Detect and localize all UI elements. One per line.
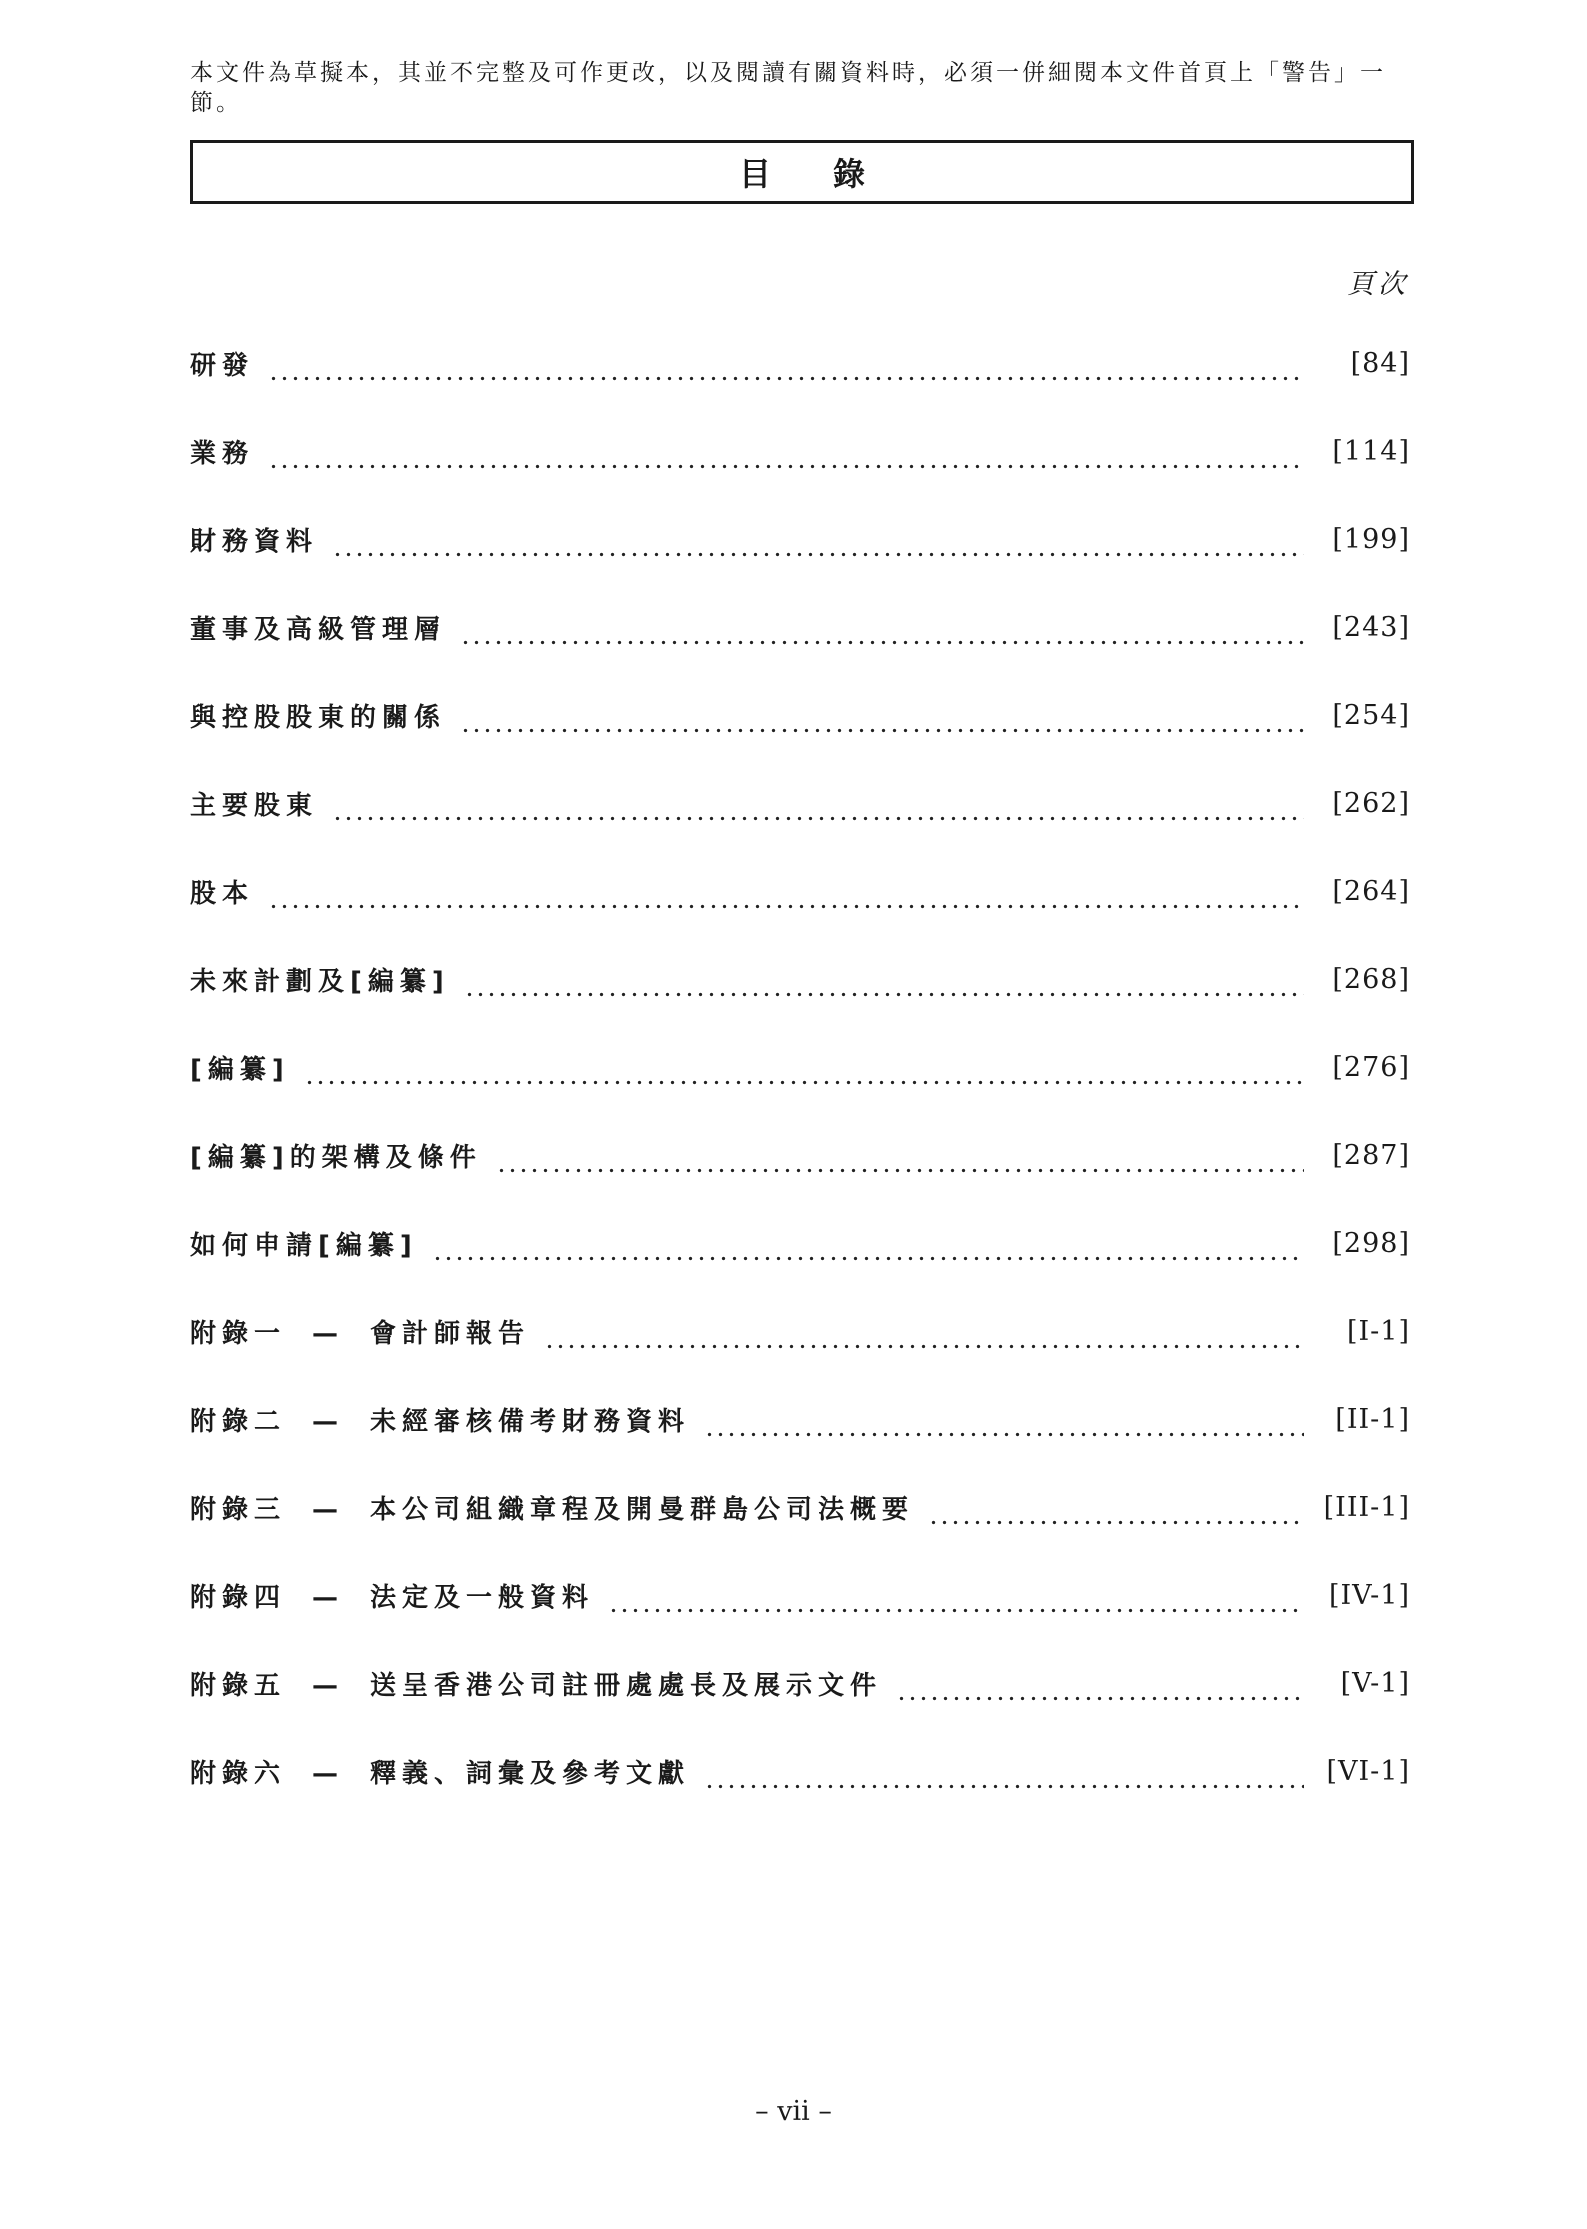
dot-leader bbox=[704, 1412, 1304, 1438]
appendix-dash: — bbox=[312, 1318, 344, 1349]
toc-entry-label: 研發 bbox=[190, 350, 255, 381]
toc-entry-page: [254] bbox=[1332, 699, 1410, 731]
appendix-title: 未經審核備考財務資料 bbox=[370, 1406, 691, 1437]
toc-appendix-5[interactable] bbox=[190, 1660, 1410, 1706]
dot-leader bbox=[268, 884, 1304, 910]
appendix-dash: — bbox=[312, 1758, 344, 1789]
dot-leader bbox=[608, 1588, 1304, 1614]
toc-appendix-label bbox=[190, 1401, 690, 1438]
page-column-heading: 頁次 bbox=[1347, 269, 1409, 300]
dot-leader bbox=[896, 1676, 1304, 1702]
toc-entry-financial-info[interactable] bbox=[190, 516, 1410, 562]
appendix-prefix: 附錄四 bbox=[190, 1582, 287, 1613]
appendix-title: 法定及一般資料 bbox=[370, 1582, 595, 1613]
dot-leader bbox=[432, 1236, 1304, 1262]
toc-entry-page: [V-1] bbox=[1340, 1667, 1410, 1699]
toc-appendix-label bbox=[190, 1753, 690, 1790]
toc-entry-page: [84] bbox=[1350, 347, 1410, 379]
dot-leader bbox=[332, 796, 1304, 822]
dot-leader bbox=[460, 708, 1304, 734]
appendix-prefix: 附錄三 bbox=[190, 1494, 287, 1525]
dot-leader bbox=[268, 444, 1304, 470]
toc-appendix-3[interactable] bbox=[190, 1484, 1410, 1530]
toc-entry-page: [287] bbox=[1332, 1139, 1410, 1171]
toc-entry-future-plans[interactable] bbox=[190, 956, 1410, 1002]
dot-leader bbox=[544, 1324, 1304, 1350]
toc-entry-label: 未來計劃及[編纂] bbox=[190, 966, 450, 997]
toc-appendix-label bbox=[190, 1489, 914, 1526]
appendix-dash: — bbox=[312, 1406, 344, 1437]
dot-leader bbox=[496, 1148, 1304, 1174]
dot-leader bbox=[460, 620, 1304, 646]
dot-leader bbox=[464, 972, 1304, 998]
toc-entry-label: [編纂] bbox=[190, 1054, 290, 1085]
toc-entry-page: [114] bbox=[1332, 435, 1410, 467]
toc-entry-page: [VI-1] bbox=[1326, 1755, 1410, 1787]
appendix-title: 會計師報告 bbox=[370, 1318, 531, 1349]
toc-entry-research[interactable] bbox=[190, 340, 1410, 386]
toc-entry-page: [262] bbox=[1332, 787, 1410, 819]
toc-entry-label: 業務 bbox=[190, 438, 255, 469]
toc-entry-label: 財務資料 bbox=[190, 526, 319, 557]
toc-entry-controlling-shareholders[interactable] bbox=[190, 692, 1410, 738]
toc-entry-substantial-shareholders[interactable] bbox=[190, 780, 1410, 826]
toc-entry-page: [298] bbox=[1332, 1227, 1410, 1259]
title-box bbox=[190, 140, 1414, 204]
toc-appendix-label bbox=[190, 1313, 530, 1350]
toc-entry-label: 如何申請[編纂] bbox=[190, 1230, 418, 1261]
toc-entry-page: [268] bbox=[1332, 963, 1410, 995]
toc-entry-directors[interactable] bbox=[190, 604, 1410, 650]
draft-warning-notice: 本文件為草擬本，其並不完整及可作更改，以及閱讀有關資料時，必須一併細閱本文件首頁上「警告」一節。 bbox=[190, 60, 1386, 116]
toc-entry-page: [IV-1] bbox=[1328, 1579, 1410, 1611]
appendix-title: 釋義、詞彙及參考文獻 bbox=[370, 1758, 691, 1789]
toc-entry-page: [264] bbox=[1332, 875, 1410, 907]
toc-entry-page: [III-1] bbox=[1323, 1491, 1410, 1523]
toc-appendix-label bbox=[190, 1577, 594, 1614]
toc-entry-label: 董事及高級管理層 bbox=[190, 614, 447, 645]
dot-leader bbox=[704, 1764, 1304, 1790]
toc-entry-page: [II-1] bbox=[1335, 1403, 1410, 1435]
toc-entry-page: [243] bbox=[1332, 611, 1410, 643]
dot-leader bbox=[928, 1500, 1304, 1526]
dot-leader bbox=[268, 356, 1304, 382]
dot-leader bbox=[332, 532, 1304, 558]
appendix-prefix: 附錄二 bbox=[190, 1406, 287, 1437]
toc-entry-page: [I-1] bbox=[1346, 1315, 1410, 1347]
toc-entry-share-capital[interactable] bbox=[190, 868, 1410, 914]
dot-leader bbox=[304, 1060, 1304, 1086]
footer-page-number: – vii – bbox=[755, 2096, 832, 2127]
toc-entry-redacted[interactable] bbox=[190, 1044, 1410, 1090]
appendix-title: 送呈香港公司註冊處處長及展示文件 bbox=[370, 1670, 883, 1701]
toc-appendix-label bbox=[190, 1665, 882, 1702]
page-title: 目錄 bbox=[738, 155, 927, 193]
toc-appendix-1[interactable] bbox=[190, 1308, 1410, 1354]
toc-entry-structure-conditions[interactable] bbox=[190, 1132, 1410, 1178]
toc-entry-page: [276] bbox=[1332, 1051, 1410, 1083]
appendix-title: 本公司組織章程及開曼群島公司法概要 bbox=[370, 1494, 915, 1525]
toc-entry-business[interactable] bbox=[190, 428, 1410, 474]
toc-appendix-4[interactable] bbox=[190, 1572, 1410, 1618]
appendix-dash: — bbox=[312, 1670, 344, 1701]
appendix-prefix: 附錄一 bbox=[190, 1318, 287, 1349]
appendix-dash: — bbox=[312, 1494, 344, 1525]
toc-entry-page: [199] bbox=[1332, 523, 1410, 555]
toc-entry-label: 與控股股東的關係 bbox=[190, 702, 447, 733]
appendix-prefix: 附錄六 bbox=[190, 1758, 287, 1789]
appendix-prefix: 附錄五 bbox=[190, 1670, 287, 1701]
toc-appendix-6[interactable] bbox=[190, 1748, 1410, 1794]
toc-entry-label: 主要股東 bbox=[190, 790, 319, 821]
toc-entry-label: [編纂]的架構及條件 bbox=[190, 1142, 482, 1173]
toc-entry-how-to-apply[interactable] bbox=[190, 1220, 1410, 1266]
toc-entry-label: 股本 bbox=[190, 878, 255, 909]
toc-appendix-2[interactable] bbox=[190, 1396, 1410, 1442]
appendix-dash: — bbox=[312, 1582, 344, 1613]
